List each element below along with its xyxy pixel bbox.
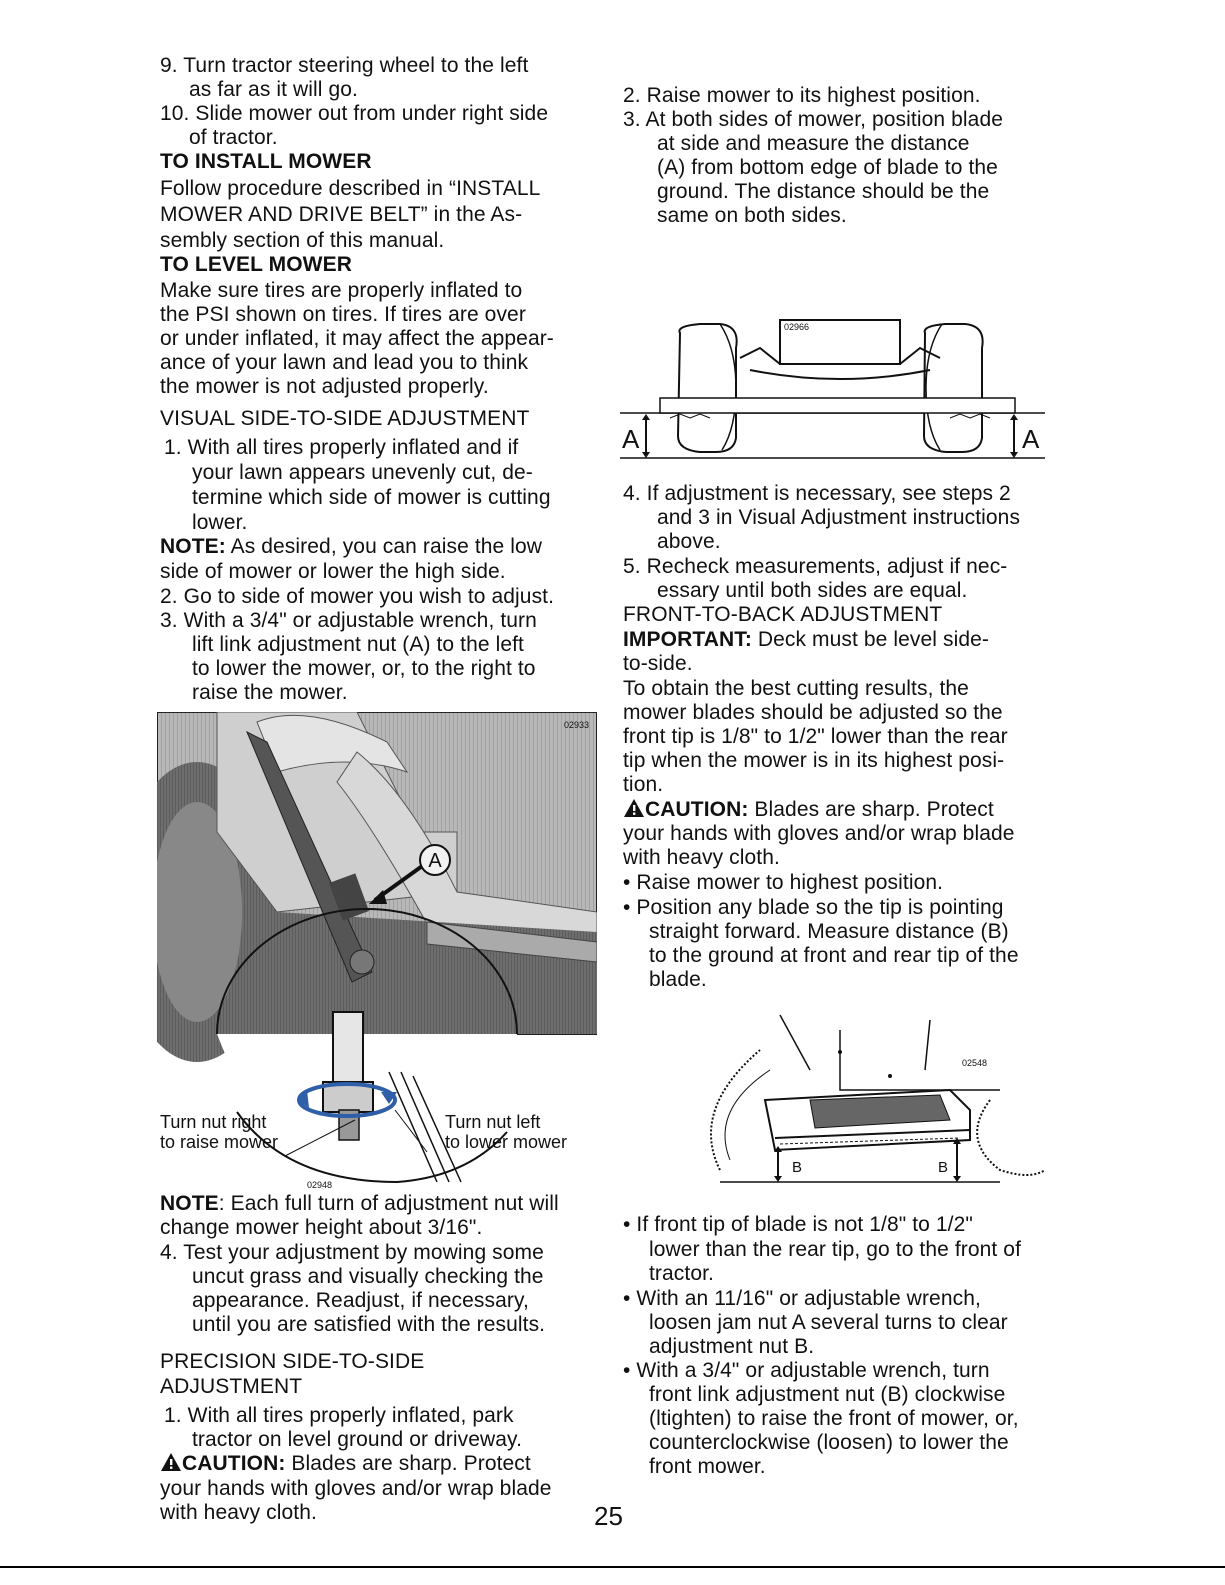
text-line: 1. With all tires properly inflated, park [164,1404,514,1427]
text-line: • Raise mower to highest position. [623,871,944,894]
text-line: your hands with gloves and/or wrap blade [160,1477,552,1500]
text-line: appearance. Readjust, if necessary, [192,1289,529,1312]
page-number: 25 [594,1501,623,1531]
text-line: uncut grass and visually checking the [192,1265,544,1288]
note-line [160,535,542,559]
figure-code: 02966 [784,322,810,332]
note-label: NOTE [160,1192,219,1215]
text-line: to the ground at front and rear tip of the [649,944,1019,967]
note-text: : Each full turn of adjustment nut will [218,1192,559,1215]
text-line: until you are satisfied with the results. [192,1313,546,1336]
caution-line [160,1452,531,1476]
text-line: loosen jam nut A several turns to clear [649,1311,1008,1334]
precision-heading: PRECISION SIDE-TO-SIDE [160,1350,425,1373]
ftb-heading: FRONT-TO-BACK ADJUSTMENT [623,603,943,626]
precision-heading: ADJUSTMENT [160,1375,303,1398]
text-line: (ltighten) to raise the front of mower, or, [649,1407,1019,1430]
caution-triangle-icon [160,1452,182,1472]
text-line: front tip is 1/8" to 1/2" lower than the rear [623,725,1008,748]
text-line: the mower is not adjusted properly. [160,375,489,398]
note-line [160,1192,559,1216]
figure-code: 02933 [563,720,589,730]
text-line: and 3 in Visual Adjustment instructions [657,506,1021,529]
text-line: tractor on level ground or driveway. [192,1428,523,1451]
text-line: same on both sides. [657,204,847,227]
text-line: your lawn appears unevenly cut, de- [192,461,533,484]
text-line: blade. [649,968,707,991]
text-line: (A) from bottom edge of blade to the [657,156,998,179]
side-to-side-figure [620,318,1045,463]
important-text: Deck must be level side- [751,628,990,651]
text-line: MOWER AND DRIVE BELT” in the As- [160,203,523,226]
text-line: at side and measure the distance [657,132,970,155]
text-line: to lower the mower, or, to the right to [192,657,536,680]
text-line: ance of your lawn and lead you to think [160,351,529,374]
install-heading: TO INSTALL MOWER [160,150,372,173]
figure-code: 02548 [962,1058,988,1068]
text-line: front mower. [649,1455,766,1478]
caption-turn-right: to raise mower [160,1132,279,1152]
text-line: to-side. [623,652,693,675]
text-line: counterclockwise (loosen) to lower the [649,1431,1009,1454]
text-line: tion. [623,773,664,796]
text-line: 3. With a 3/4" or adjustable wrench, turn [160,609,537,632]
label-b-left: B [792,1159,803,1176]
text-line: 4. Test your adjustment by mowing some [160,1241,544,1264]
text-line: straight forward. Measure distance (B) [649,920,1009,943]
caution-triangle-icon [623,798,645,818]
text-line: 4. If adjustment is necessary, see steps 2 [623,482,1011,505]
text-line: 9. Turn tractor steering wheel to the left [160,54,529,77]
text-line: raise the mower. [192,681,348,704]
text-line: mower blades should be adjusted so the [623,701,1003,724]
label-a-right: A [1022,424,1040,454]
note-text: As desired, you can raise the low [225,535,543,558]
front-to-back-figure [700,1010,1050,1190]
caption-turn-right: Turn nut right [160,1112,267,1132]
inset-code: 02948 [307,1180,333,1190]
text-line: tip when the mower is in its highest posi- [623,749,1005,772]
text-line: tractor. [649,1262,714,1285]
text-line: sembly section of this manual. [160,229,445,252]
caution-label: CAUTION: [182,1452,286,1475]
text-line: • With a 3/4" or adjustable wrench, turn [623,1359,990,1382]
text-line: 2. Raise mower to its highest position. [623,84,981,107]
text-line: with heavy cloth. [160,1501,317,1524]
text-line: lower. [192,511,248,534]
text-line: above. [657,530,721,553]
text-line: ground. The distance should be the [657,180,990,203]
text-line: essary until both sides are equal. [657,579,968,602]
bottom-rule [0,1566,1225,1568]
text-line: termine which side of mower is cutting [192,486,551,509]
caution-text: Blades are sharp. Protect [748,798,994,821]
text-line: of tractor. [189,126,278,149]
text-line: lift link adjustment nut (A) to the left [192,633,524,656]
text-line: change mower height about 3/16". [160,1216,483,1239]
important-label: IMPORTANT: [623,628,752,651]
label-b-right: B [938,1159,949,1176]
text-line: the PSI shown on tires. If tires are over [160,303,526,326]
caution-line [623,798,994,822]
text-line: adjustment nut B. [649,1335,815,1358]
text-line: as far as it will go. [189,78,358,101]
callout-a-label: A [428,850,442,872]
important-line [623,628,989,652]
lift-link-photo [157,712,597,1202]
caution-label: CAUTION: [645,798,749,821]
level-heading: TO LEVEL MOWER [160,253,352,276]
text-line: • If front tip of blade is not 1/8" to 1/2" [623,1213,973,1236]
caution-text: Blades are sharp. Protect [285,1452,531,1475]
visual-heading: VISUAL SIDE-TO-SIDE ADJUSTMENT [160,407,530,430]
text-line: Make sure tires are properly inflated to [160,279,523,302]
text-line: side of mower or lower the high side. [160,560,506,583]
text-line: To obtain the best cutting results, the [623,677,969,700]
text-line: • With an 11/16" or adjustable wrench, [623,1287,981,1310]
label-a-left: A [622,424,640,454]
text-line: 3. At both sides of mower, position blade [623,108,1003,131]
text-line: your hands with gloves and/or wrap blade [623,822,1015,845]
caption-turn-left: Turn nut left [445,1112,541,1132]
caption-turn-left: to lower mower [445,1132,568,1152]
text-line: or under inflated, it may affect the appear- [160,327,554,350]
text-line: • Position any blade so the tip is pointing [623,896,1004,919]
note-label: NOTE: [160,535,226,558]
text-line: Follow procedure described in “INSTALL [160,177,541,200]
text-line: with heavy cloth. [623,846,780,869]
text-line: 1. With all tires properly inflated and if [164,436,519,459]
text-line: front link adjustment nut (B) clockwise [649,1383,1006,1406]
text-line: 5. Recheck measurements, adjust if nec- [623,555,1008,578]
text-line: 2. Go to side of mower you wish to adjust. [160,585,555,608]
text-line: 10. Slide mower out from under right side [160,102,549,125]
text-line: lower than the rear tip, go to the front of [649,1238,1022,1261]
